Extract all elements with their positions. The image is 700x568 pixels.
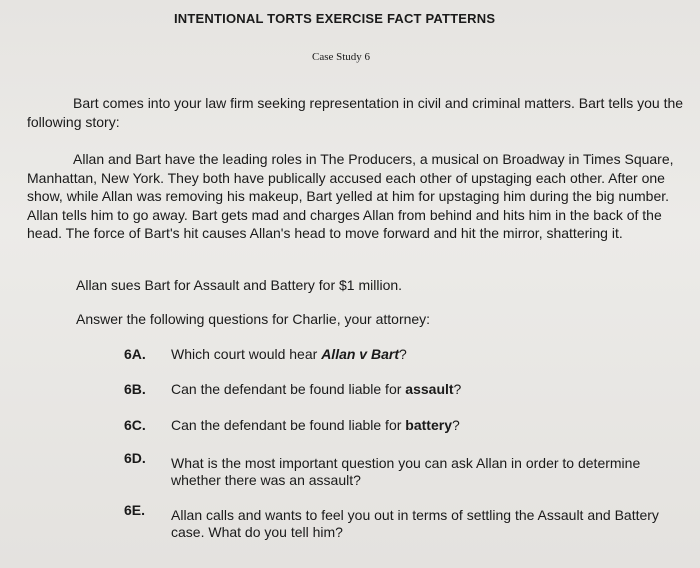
question-text-part: Which court would hear [171, 346, 322, 362]
emphasized-term: battery [405, 417, 452, 433]
intro-paragraph [27, 94, 687, 131]
story-text: Allan and Bart have the leading roles in The Producers, a musical on Broadway in Times Square, Manhattan, New York. They both have publically accused each other of upstaging each other. After one show, while Allan was removing his makeup, Bart yelled at him for upstaging him during the big number. Allan tells him to go away. Bart gets mad and charges Allan from behind and hits him in the back of the head. The force of Bart's hit causes Allan's head to move forward and hit the mirror, shattering it. [27, 151, 674, 241]
question-label: 6C. [124, 417, 146, 433]
question-text [171, 417, 671, 434]
document-title: INTENTIONAL TORTS EXERCISE FACT PATTERNS [174, 11, 496, 26]
question-text-part: ? [451, 417, 460, 433]
lawsuit-statement: Allan sues Bart for Assault and Battery for $1 million. [76, 277, 403, 293]
intro-text: Bart comes into your law firm seeking representation in civil and criminal matters. Bart tells you the following story: [27, 95, 684, 130]
question-text-part: Can the defendant be found liable for [171, 381, 406, 397]
question-label: 6E. [124, 502, 146, 518]
question-label: 6B. [124, 381, 146, 397]
story-paragraph [27, 150, 687, 243]
instructions-text: Answer the following questions for Charlie, your attorney: [76, 311, 431, 327]
case-name: Allan v Bart [321, 346, 399, 362]
question-label: 6D. [124, 450, 146, 466]
question-text-part: Can the defendant be found liable for [171, 417, 406, 433]
question-text-part: ? [453, 381, 462, 397]
question-label: 6A. [124, 346, 146, 362]
question-text: What is the most important question you can ask Allan in order to determine whether there was an assault? [171, 455, 641, 488]
question-text [171, 381, 671, 398]
question-text [171, 346, 671, 363]
emphasized-term: assault [405, 381, 454, 397]
question-text: Allan calls and wants to feel you out in terms of settling the Assault and Battery case. What do you tell him? [171, 507, 659, 540]
case-study-label: Case Study 6 [312, 51, 371, 63]
question-text-part: ? [399, 346, 407, 362]
